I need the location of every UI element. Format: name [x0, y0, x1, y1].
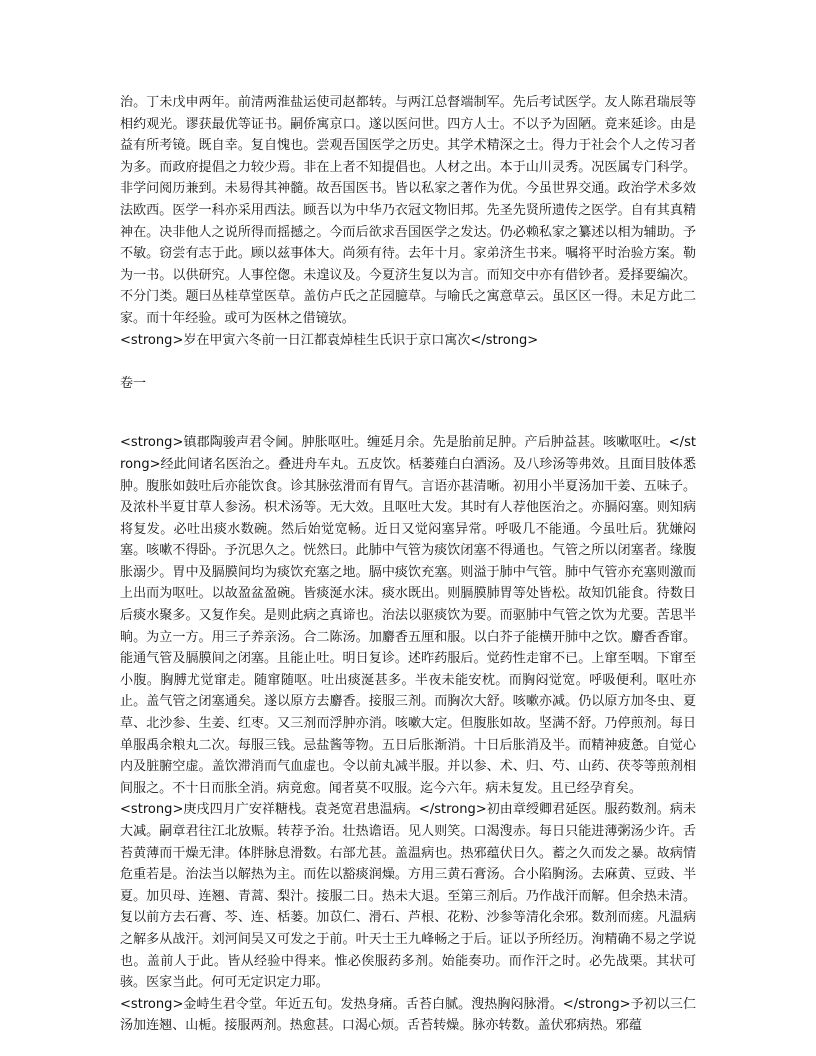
spacer	[120, 351, 696, 373]
document-page	[120, 92, 696, 1037]
case-paragraph-1: <strong>镇郡陶骏声君令阃。肿胀呕吐。缠延月余。先是胎前足肿。产后肿益甚。咳嗽呕吐。</strong>经此间诸名医治之。叠进舟车丸。五皮饮。栝蒌薤白白酒汤。及八珍汤等弗效。且面目肢体悉肿。腹胀如鼓吐后亦能饮食。诊其脉弦滑而有胃气。言语亦甚清晰。初用小半夏汤加干姜、五味子。及浓朴半夏甘草人参汤。枳术汤等。无大效。且呕吐大发。其时有人荐他医治之。亦膈闷塞。则知病将复发。必吐出痰水数碗。然后始觉宽畅。近日又觉闷塞异常。呼吸几不能通。今虽吐后。犹嫌闷塞。咳嗽不得卧。予沉思久之。恍然曰。此肺中气管为痰饮闭塞不得通也。气管之所以闭塞者。缘腹胀溺少。胃中及膈膜间均为痰饮充塞之地。膈中痰饮充塞。则溢于肺中气管。肺中气管亦充塞则激而上出而为呕吐。以故盈盆盈碗。皆痰涎水沫。痰水既出。则膈膜肺胃等处皆松。故知饥能食。待数日后痰水聚多。又复作矣。是则此病之真谛也。治法以驱痰饮为要。而驱肺中气管之饮为尤要。苦思半晌。为立一方。用三子养亲汤。合二陈汤。加麝香五厘和服。以白芥子能横开肺中之饮。麝香香窜。能通气管及膈膜间之闭塞。且能止吐。明日复诊。述昨药服后。觉药性走窜不已。上窜至咽。下窜至小腹。胸膊尤觉窜走。随窜随呕。吐出痰涎甚多。半夜未能安枕。而胸闷觉宽。呼吸便利。呕吐亦止。盖气管之闭塞通矣。遂以原方去麝香。接服三剂。而胸次大舒。咳嗽亦减。仍以原方加冬虫、夏草、北沙参、生姜、红枣。又三剂而浮肿亦消。咳嗽大定。但腹胀如故。坚满不舒。乃停煎剂。每日单服禹余粮丸二次。每服三钱。忌盐酱等物。五日后胀渐消。十日后胀消及半。而精神疲惫。自觉心内及脏腑空虚。盖饮滞消而气血虚也。令以前丸减半服。并以参、术、归、芍、山药、茯苓等煎剂相间服之。不十日而胀全消。病竟愈。闻者莫不叹服。迄今六年。病未复发。且已经孕育矣。	[120, 435, 696, 796]
preface-paragraph: 治。丁未戊申两年。前清两淮盐运使司赵都转。与两江总督端制军。先后考试医学。友人陈君瑞辰等相约观光。谬获最优等证书。嗣侨寓京口。遂以医问世。四方人士。不以予为固陋。竟来延诊。由是益有所考镜。既自幸。复自愧也。尝观吾国医学之历史。其学术精深之士。得力于社会个人之传习者为多。而政府提倡之力较少焉。非在上者不知提倡也。人材之出。本于山川灵秀。况医属专门科学。非学问阅历兼到。未易得其神髓。故吾国医书。皆以私家之著作为优。今虽世界交通。政治学术多效法欧西。医学一科亦采用西法。顾吾以为中华乃衣冠文物旧邦。先圣先贤所遗传之医学。自有其真精神在。决非他人之说所得而摇撼之。今而后欲求吾国医学之发达。仍必赖私家之纂述以相为辅助。予不敏。窃尝有志于此。顾以兹事体大。尚须有待。去年十月。家弟济生书来。嘱将平时治验方案。勒为一书。以供研究。人事倥偬。未遑议及。今夏济生复以为言。而知交中亦有借钞者。爰择要编次。不分门类。题曰丛桂草堂医草。盖仿卢氏之芷园臆草。与喻氏之寓意草云。虽区区一得。未足方此二家。而十年经验。或可为医林之借镜欤。	[120, 95, 696, 326]
volume-title: 卷一	[120, 375, 147, 391]
case-paragraph-3: <strong>金峙生君令堂。年近五旬。发热身痛。舌苔白腻。溲热胸闷脉滑。</strong>予初以三仁汤加连翘、山栀。接服两剂。热愈甚。口渴心烦。舌苔转燥。脉亦转数。盖伏邪病热。邪蕴	[120, 996, 696, 1034]
case-paragraph-2: <strong>庚戌四月广安祥糖栈。袁尧宽君患温病。</strong>初由章绶卿君延医。服药数剂。病未大减。嗣章君往江北放赈。转荐予治。壮热谵语。见人则笑。口渴溲赤。每日只能进薄粥汤少许。舌苔黄薄而干燥无津。体胖脉息滑数。右部尤甚。盖温病也。热邪蕴伏日久。蓄之久而发之暴。故病情危重若是。治法当以解热为主。而佐以豁痰润燥。方用三黄石膏汤。合小陷胸汤。去麻黄、豆豉、半夏。加贝母、连翘、青蒿、梨汁。接服二日。热未大退。至第三剂后。乃作战汗而解。但余热未清。复以前方去石膏、芩、连、栝蒌。加苡仁、滑石、芦根、花粉、沙参等清化余邪。数剂而瘥。凡温病之解多从战汗。刘河间吴又可发之于前。叶天士王九峰畅之于后。证以予所经历。洵精确不易之学说也。盖前人于此。皆从经验中得来。惟必俟服药多剂。始能奏功。而作汗之时。必先战栗。其状可骇。医家当此。何可无定识定力耶。	[120, 802, 696, 991]
preface-signature: <strong>岁在甲寅六冬前一日江都袁焯桂生氏识于京口寓次</strong>	[120, 332, 539, 348]
spacer	[120, 394, 696, 432]
